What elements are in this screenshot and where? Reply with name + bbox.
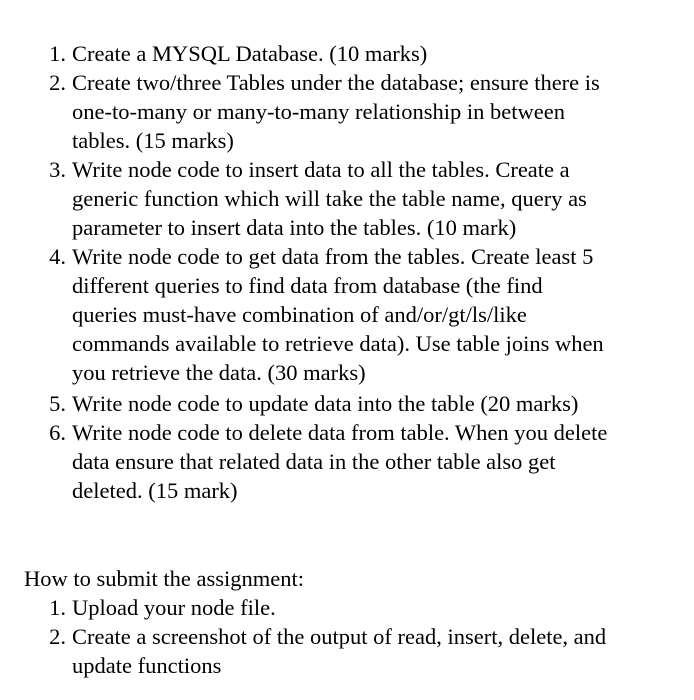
task-text: queries must-have combination of and/or/gt/ls/like [72,302,527,327]
task-text: you retrieve the data. (30 marks) [72,360,366,385]
task-number: 3. [49,157,66,182]
task-text: different queries to find data from database (the find [72,273,543,298]
task-text: deleted. (15 mark) [72,478,238,503]
task-number: 6. [49,420,66,445]
task-text: parameter to insert data into the tables. (10 mark) [72,215,517,240]
step-text: Create a screenshot of the output of read, insert, delete, and [72,624,607,649]
task-text: Write node code to insert data to all the tables. Create a [72,157,570,182]
task-text: Write node code to delete data from table. When you delete [72,420,608,445]
task-number: 5. [49,391,66,416]
task-text: data ensure that related data in the other table also get [72,449,556,474]
step-text: update functions [72,653,222,678]
task-text: Create a MYSQL Database. (10 marks) [72,41,428,66]
task-text: Write node code to update data into the table (20 marks) [72,391,579,416]
task-number: 2. [49,70,66,95]
task-text: Write node code to get data from the tables. Create least 5 [72,244,594,269]
task-text: tables. (15 marks) [72,128,234,153]
task-text: commands available to retrieve data). Use table joins when [72,331,604,356]
step-text: Upload your node file. [72,595,276,620]
step-number: 2. [49,624,66,649]
task-text: generic function which will take the table name, query as [72,186,587,211]
task-number: 1. [49,41,66,66]
task-text: Create two/three Tables under the database; ensure there is [72,70,600,95]
task-number: 4. [49,244,66,269]
step-number: 1. [49,595,66,620]
submission-heading: How to submit the assignment: [24,566,304,591]
task-text: one-to-many or many-to-many relationship in between [72,99,565,124]
